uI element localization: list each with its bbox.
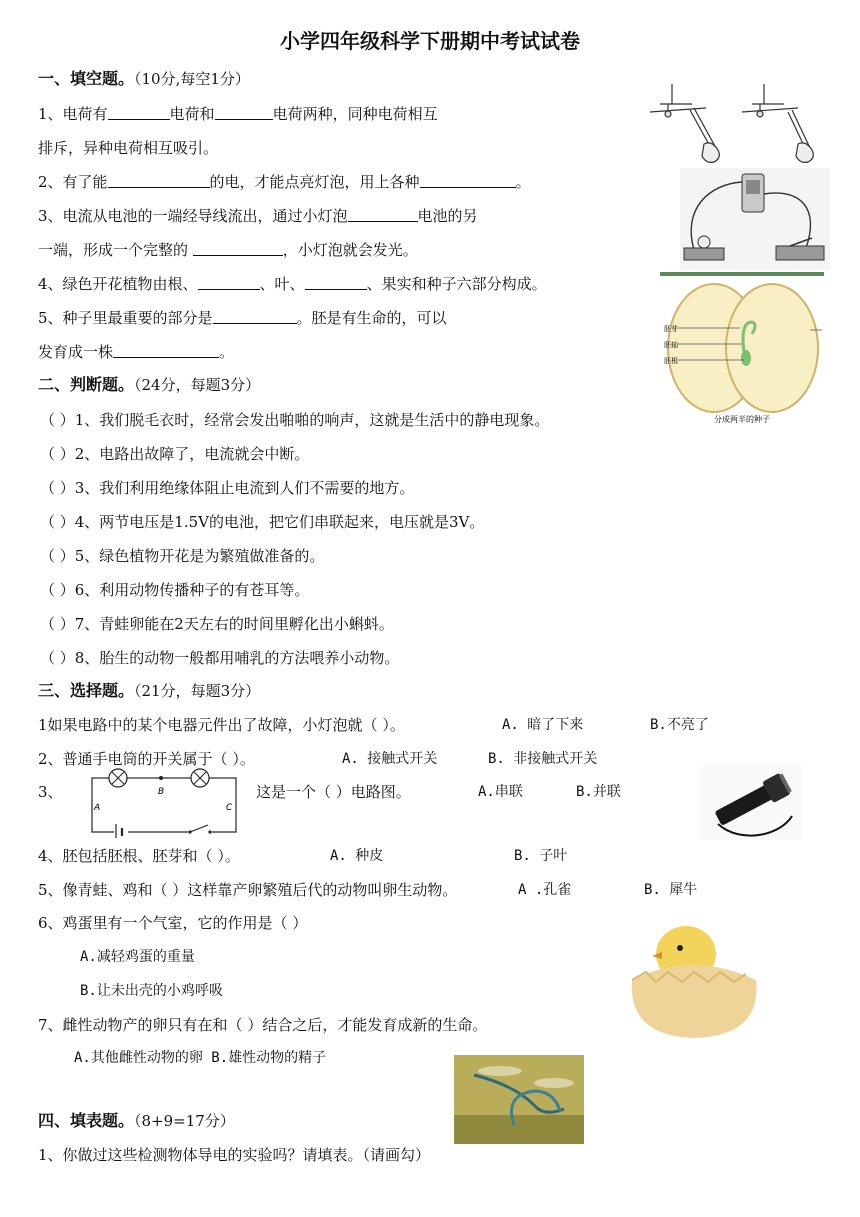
static-electricity-figure bbox=[646, 78, 830, 170]
blank bbox=[113, 343, 219, 358]
q1-fill: 1、电荷有 电荷和 电荷两种，同种电荷相互 bbox=[38, 105, 438, 123]
judge-item: （ ）1、我们脱毛衣时，经常会发出啪啪的响声，这就是生活中的静电现象。 bbox=[40, 411, 550, 429]
choice-q1-a: A. 暗了下来 bbox=[502, 717, 584, 733]
q4-fill: 4、绿色开花植物由根、 、叶、 、果实和种子六部分构成。 bbox=[38, 275, 547, 293]
choice-q6: 6、鸡蛋里有一个气室，它的作用是（ ） bbox=[38, 914, 308, 932]
blank bbox=[305, 275, 367, 290]
choice-q7: 7、雌性动物产的卵只有在和（ ）结合之后，才能发育成新的生命。 bbox=[38, 1016, 488, 1034]
section-2-heading: 二、判断题。（24分，每题3分） bbox=[38, 375, 261, 394]
choice-q4-b: B. 子叶 bbox=[514, 848, 568, 864]
q3-fill: 3、电流从电池的一端经导线流出，通过小灯泡 电池的另 bbox=[38, 207, 478, 225]
choice-q5-a: A .孔雀 bbox=[518, 882, 572, 898]
choice-q5-b: B. 犀牛 bbox=[644, 882, 698, 898]
choice-q3: 这是一个（ ）电路图。 bbox=[256, 783, 411, 801]
choice-q3-number: 3、 bbox=[38, 783, 63, 801]
seed-caption: 分成两半的种子 bbox=[714, 415, 770, 424]
section-1-heading: 一、填空题。（10分,每空1分） bbox=[38, 69, 250, 88]
choice-q5: 5、像青蛙、鸡和（ ）这样靠产卵繁殖后代的动物叫卵生动物。 bbox=[38, 881, 458, 899]
choice-q2: 2、普通手电筒的开关属于（ ）。 bbox=[38, 750, 255, 768]
section-4-heading: 四、填表题。（8+9=17分） bbox=[38, 1111, 235, 1130]
hatching-chick-figure bbox=[622, 910, 768, 1040]
q5-fill: 5、种子里最重要的部分是 。胚是有生命的，可以 bbox=[38, 309, 447, 327]
choice-q3-b: B.并联 bbox=[576, 784, 621, 800]
choice-q1-b: B.不亮了 bbox=[650, 717, 709, 733]
q1-fill-cont: 排斥，异种电荷相互吸引。 bbox=[38, 139, 219, 157]
q3-fill-cont: 一端，形成一个完整的 ，小灯泡就会发光。 bbox=[38, 241, 418, 259]
judge-item: （ ）7、青蛙卵能在2天左右的时间里孵化出小蝌蚪。 bbox=[40, 615, 394, 633]
judge-item: （ ）6、利用动物传播种子的有苍耳等。 bbox=[40, 581, 310, 599]
circuit-label-c: C bbox=[226, 803, 233, 813]
seed-halves-figure bbox=[660, 272, 824, 428]
circuit-diagram bbox=[88, 768, 240, 838]
q5-fill-cont: 发育成一株 。 bbox=[38, 343, 235, 361]
judge-item: （ ）5、绿色植物开花是为繁殖做准备的。 bbox=[40, 547, 325, 565]
blank bbox=[348, 207, 418, 222]
seed-label: 胚芽 bbox=[664, 325, 678, 333]
choice-q2-b: B. 非接触式开关 bbox=[488, 751, 598, 767]
choice-q3-a: A.串联 bbox=[478, 784, 523, 800]
blank bbox=[420, 173, 516, 188]
choice-q6-a: A.减轻鸡蛋的重量 bbox=[80, 949, 195, 965]
judge-item: （ ）4、两节电压是1.5V的电池，把它们串联起来，电压就是3V。 bbox=[40, 513, 485, 531]
blank bbox=[193, 241, 283, 256]
section-3-heading: 三、选择题。（21分，每题3分） bbox=[38, 681, 261, 700]
choice-q2-a: A. 接触式开关 bbox=[342, 751, 438, 767]
choice-q7-options: A.其他雌性动物的卵 B.雄性动物的精子 bbox=[74, 1050, 327, 1066]
page-title: 小学四年级科学下册期中考试试卷 bbox=[280, 29, 580, 53]
judge-item: （ ）8、胎生的动物一般都用哺乳的方法喂养小动物。 bbox=[40, 649, 400, 667]
seed-label: 胚根 bbox=[664, 357, 678, 365]
blank bbox=[215, 105, 273, 120]
battery-circuit-figure bbox=[680, 168, 830, 270]
choice-q4-a: A. 种皮 bbox=[330, 848, 384, 864]
blank bbox=[198, 275, 260, 290]
circuit-label-a: A bbox=[94, 803, 101, 813]
choice-q6-b: B.让未出壳的小鸡呼吸 bbox=[80, 983, 223, 999]
judge-item: （ ）3、我们利用绝缘体阻止电流到人们不需要的地方。 bbox=[40, 479, 415, 497]
table-q1: 1、你做过这些检测物体导电的实验吗？请填表。（请画勾） bbox=[38, 1146, 431, 1164]
circuit-label-b: B bbox=[158, 787, 165, 797]
choice-q4: 4、胚包括胚根、胚芽和（ ）。 bbox=[38, 847, 240, 865]
dragonfly-figure bbox=[454, 1055, 584, 1144]
blank bbox=[213, 309, 297, 324]
blank bbox=[108, 173, 210, 188]
q2-fill: 2、有了能 的电，才能点亮灯泡，用上各种 。 bbox=[38, 173, 531, 191]
judge-item: （ ）2、电路出故障了，电流就会中断。 bbox=[40, 445, 310, 463]
blank bbox=[108, 105, 170, 120]
flashlight-figure bbox=[700, 764, 802, 840]
seed-label: 胚轴 bbox=[664, 341, 678, 349]
choice-q1: 1如果电路中的某个电器元件出了故障，小灯泡就（ ）。 bbox=[38, 716, 405, 734]
